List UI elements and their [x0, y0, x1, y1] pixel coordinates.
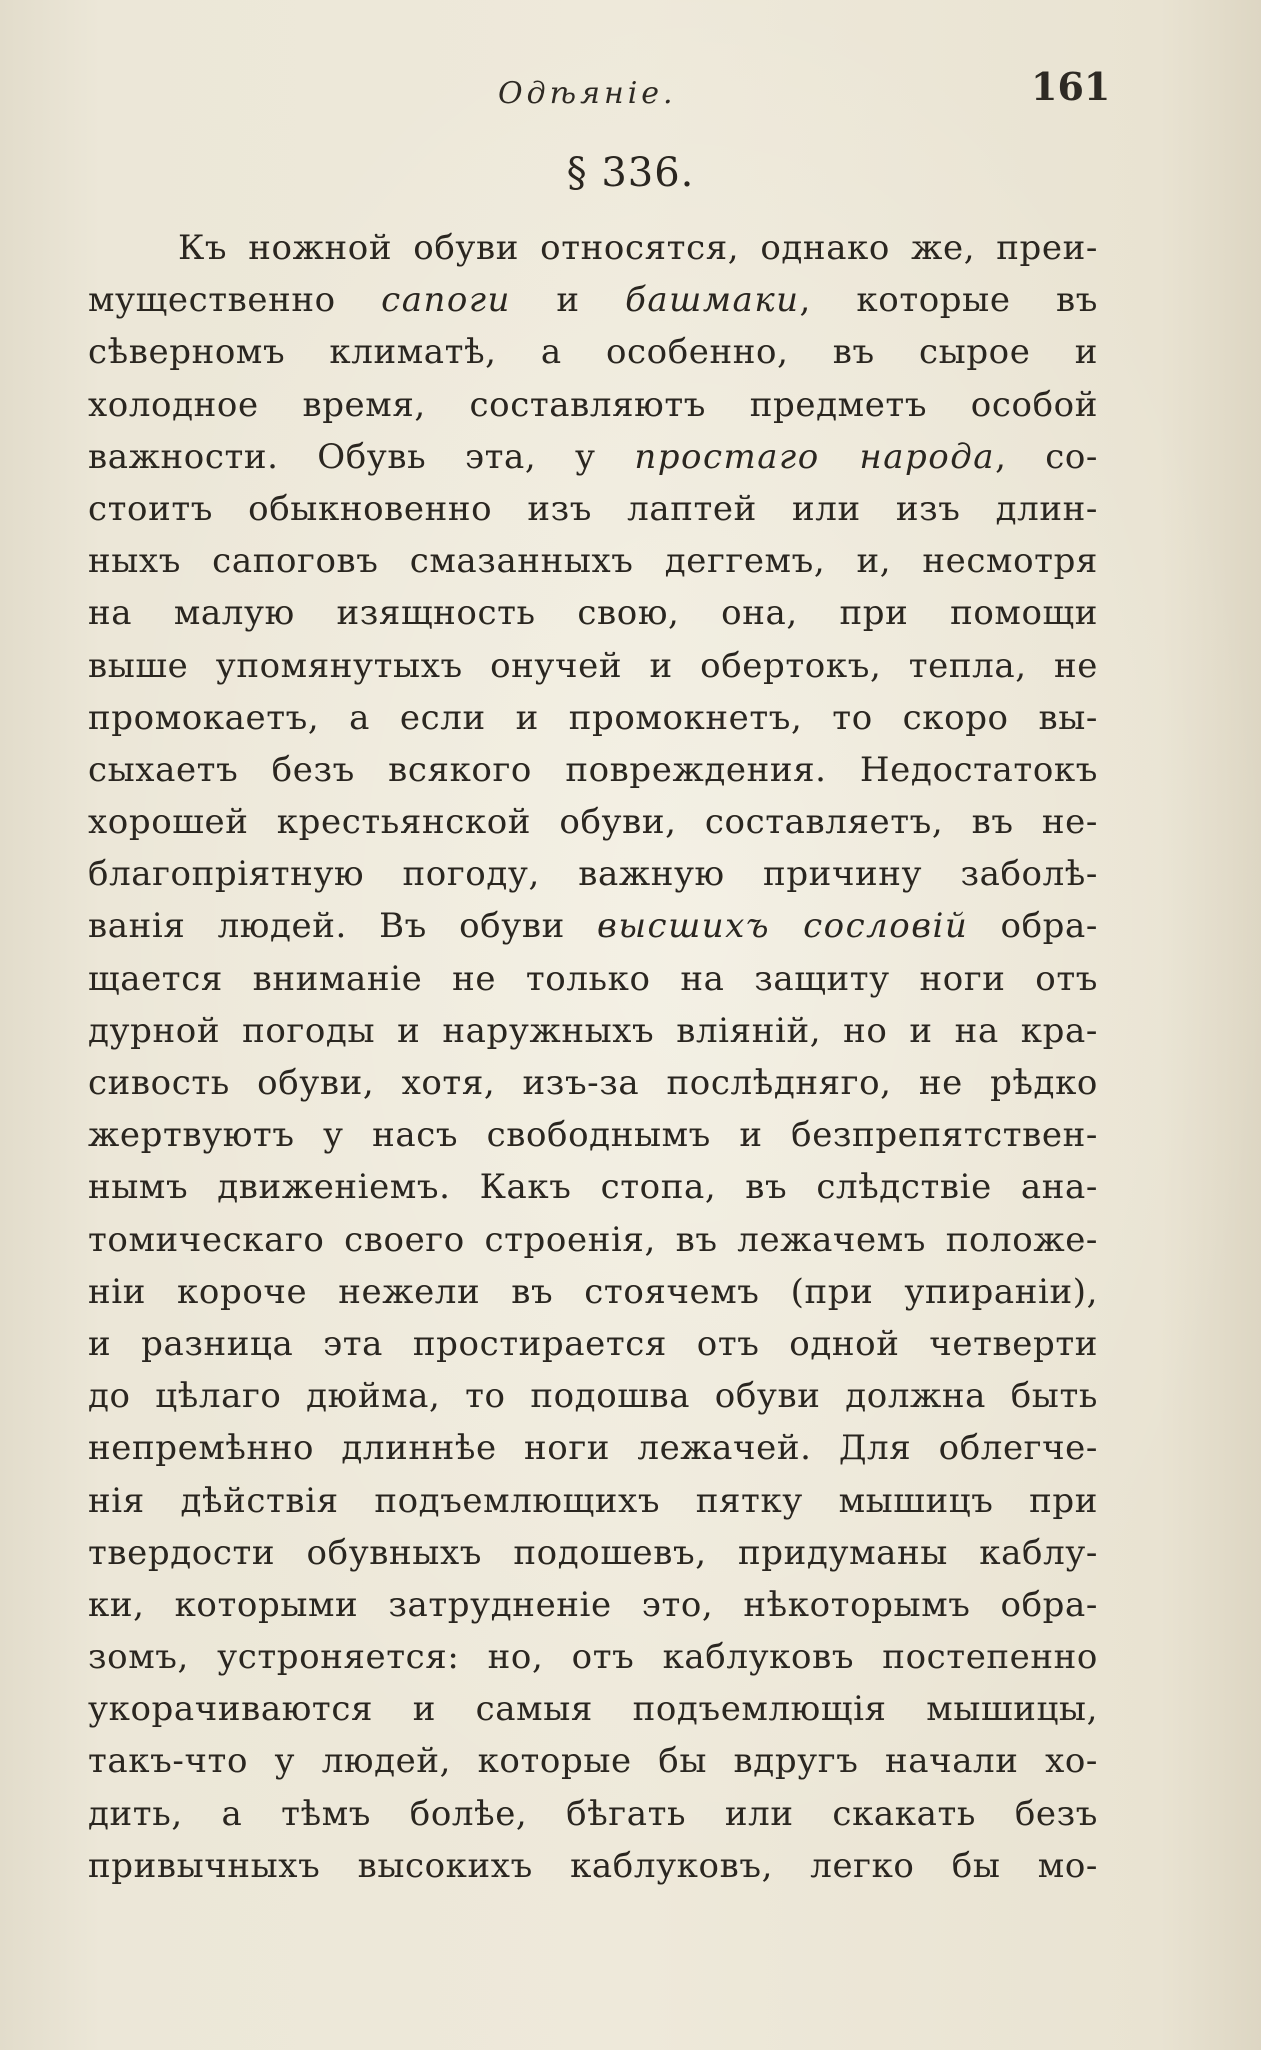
text-run: томическаго своего строенія, въ лежачемъ положе- — [88, 1219, 1098, 1260]
text-run: нія дѣйствія подъемлющихъ пятку мышицъ при — [88, 1480, 1098, 1521]
text-run: хорошей крестьянской обуви, составляетъ, въ не- — [88, 802, 1098, 843]
text-run: благопріятную погоду, важную причину заболѣ- — [88, 854, 1098, 895]
text-run: важности. Обувь эта, у — [88, 436, 635, 477]
text-line — [88, 692, 1098, 744]
text-run: твердости обувныхъ подошевъ, придуманы каблу- — [88, 1532, 1098, 1573]
body-text — [88, 222, 1098, 1892]
text-run: обра- — [968, 906, 1098, 947]
text-line — [88, 483, 1098, 535]
text-run: , которые въ — [799, 280, 1098, 321]
text-line — [88, 640, 1098, 692]
text-line — [88, 744, 1098, 796]
text-run: ки, которыми затрудненіе это, нѣкоторымъ обра- — [88, 1584, 1098, 1625]
text-line — [88, 1422, 1098, 1474]
running-head — [0, 64, 1261, 124]
italic-phrase: башмаки — [625, 280, 800, 321]
text-run: привычныхъ высокихъ каблуковъ, легко бы мо- — [88, 1845, 1098, 1886]
text-line — [88, 1109, 1098, 1161]
text-line — [88, 535, 1098, 587]
text-line — [88, 587, 1098, 639]
text-run: сыхаетъ безъ всякого повреждения. Недостатокъ — [88, 749, 1098, 790]
text-line — [88, 848, 1098, 900]
text-run: мущественно — [88, 280, 382, 321]
text-run: промокаетъ, а если и промокнетъ, то скоро вы- — [88, 697, 1098, 738]
text-run: и — [510, 280, 626, 321]
text-line — [88, 222, 1098, 274]
text-run: ныхъ сапоговъ смазанныхъ деггемъ, и, несмотря — [88, 541, 1098, 582]
text-run: ванія людей. Въ обуви — [88, 906, 598, 947]
text-run: дить, а тѣмъ болѣе, бѣгать или скакать безъ — [88, 1793, 1098, 1834]
page-number: 161 — [1031, 64, 1111, 109]
text-line — [88, 1527, 1098, 1579]
text-line — [88, 796, 1098, 848]
text-line — [88, 1161, 1098, 1213]
text-line — [88, 1057, 1098, 1109]
text-run: дурной погоды и наружныхъ вліяній, но и на кра- — [88, 1010, 1098, 1051]
text-run: и разница эта простирается отъ одной четверти — [88, 1323, 1098, 1364]
text-line — [88, 900, 1098, 952]
text-run: нымъ движеніемъ. Какъ стопа, въ слѣдствіе ана- — [88, 1167, 1098, 1208]
text-line — [88, 1475, 1098, 1527]
text-line — [88, 1735, 1098, 1787]
text-run: до цѣлаго дюйма, то подошва обуви должна быть — [88, 1376, 1098, 1417]
text-run: такъ-что у людей, которые бы вдругъ начали хо- — [88, 1741, 1098, 1782]
text-line — [88, 1370, 1098, 1422]
section-heading: § 336. — [566, 150, 695, 196]
text-run: стоитъ обыкновенно изъ лаптей или изъ длин- — [88, 488, 1098, 529]
text-run: , со- — [995, 436, 1098, 477]
text-line — [88, 1788, 1098, 1840]
text-run: зомъ, устроняется: но, отъ каблуковъ постепенно — [88, 1637, 1098, 1678]
text-run: щается вниманіе не только на защиту ноги отъ — [88, 958, 1098, 999]
text-run: жертвуютъ у насъ свободнымъ и безпрепятствен- — [88, 1115, 1098, 1156]
text-line — [88, 1266, 1098, 1318]
text-run: сѣверномъ климатѣ, а особенно, въ сырое и — [88, 332, 1098, 373]
text-run: непремѣнно длиннѣе ноги лежачей. Для облегче- — [88, 1428, 1098, 1469]
text-line — [88, 1683, 1098, 1735]
text-line — [88, 1318, 1098, 1370]
text-line — [88, 1005, 1098, 1057]
text-line — [88, 379, 1098, 431]
text-run: укорачиваются и самыя подъемлющія мышицы, — [88, 1689, 1098, 1730]
text-run: на малую изящность свою, она, при помощи — [88, 593, 1098, 634]
text-run: Къ ножной обуви относятся, однако же, преи- — [178, 228, 1098, 268]
text-line — [88, 1631, 1098, 1683]
italic-phrase: сапоги — [381, 280, 511, 321]
text-run: холодное время, составляютъ предметъ особой — [88, 384, 1098, 425]
text-line — [88, 1579, 1098, 1631]
text-line — [88, 1214, 1098, 1266]
text-line — [88, 1840, 1098, 1892]
running-title: Одѣяніе. — [498, 76, 677, 111]
text-line — [88, 326, 1098, 378]
text-line — [88, 953, 1098, 1005]
text-line — [88, 431, 1098, 483]
italic-phrase: высшихъ сословій — [597, 906, 969, 947]
text-run: ніи короче нежели въ стоячемъ (при упираніи), — [88, 1271, 1098, 1312]
italic-phrase: простаго народа — [634, 436, 996, 477]
text-run: выше упомянутыхъ онучей и обертокъ, тепла, не — [88, 645, 1098, 686]
text-line — [88, 274, 1098, 326]
text-run: сивость обуви, хотя, изъ-за послѣдняго, не рѣдко — [88, 1063, 1098, 1103]
